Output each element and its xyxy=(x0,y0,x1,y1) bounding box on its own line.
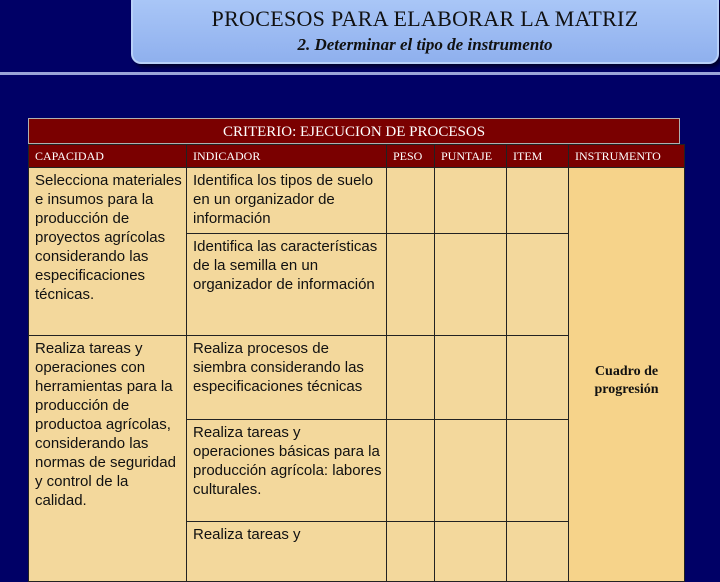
indicador-cell: Realiza tareas y xyxy=(187,522,387,582)
item-cell xyxy=(507,168,569,234)
criterio-header: CRITERIO: EJECUCION DE PROCESOS xyxy=(28,118,680,144)
item-cell xyxy=(507,522,569,582)
table-header-row xyxy=(29,145,685,168)
column-header-peso: PESO xyxy=(387,145,435,168)
column-header-capacidad: CAPACIDAD xyxy=(29,145,187,168)
puntaje-cell xyxy=(435,522,507,582)
indicador-cell: Realiza procesos de siembra considerando las especificaciones técnicas xyxy=(187,336,387,420)
column-header-instrumento: INSTRUMENTO xyxy=(569,145,685,168)
table-row xyxy=(29,168,685,234)
instrumento-cell xyxy=(569,168,685,582)
column-header-item: ITEM xyxy=(507,145,569,168)
item-cell xyxy=(507,336,569,420)
capacidad-cell: Realiza tareas y operaciones con herramientas para la producción de productoa agrícolas, considerando las normas de seguridad y control de la calidad. xyxy=(29,336,187,582)
peso-cell xyxy=(387,522,435,582)
matrix-table xyxy=(28,144,685,582)
puntaje-cell xyxy=(435,234,507,336)
puntaje-cell xyxy=(435,420,507,522)
indicador-cell: Identifica los tipos de suelo en un organizador de información xyxy=(187,168,387,234)
peso-cell xyxy=(387,168,435,234)
peso-cell xyxy=(387,234,435,336)
capacidad-cell: Selecciona materiales e insumos para la producción de proyectos agrícolas considerando las especificaciones técnicas. xyxy=(29,168,187,336)
puntaje-cell xyxy=(435,336,507,420)
peso-cell xyxy=(387,336,435,420)
puntaje-cell xyxy=(435,168,507,234)
column-header-indicador: INDICADOR xyxy=(187,145,387,168)
page-subtitle: 2. Determinar el tipo de instrumento xyxy=(297,35,553,54)
indicador-cell: Realiza tareas y operaciones básicas para la producción agrícola: labores culturales. xyxy=(187,420,387,522)
indicador-cell: Identifica las características de la semilla en un organizador de información xyxy=(187,234,387,336)
title-box xyxy=(131,0,719,64)
divider xyxy=(0,72,720,75)
item-cell xyxy=(507,234,569,336)
column-header-puntaje: PUNTAJE xyxy=(435,145,507,168)
instrumento-text: Cuadro de progresión xyxy=(594,363,659,397)
peso-cell xyxy=(387,420,435,522)
page-title: PROCESOS PARA ELABORAR LA MATRIZ xyxy=(211,6,639,31)
item-cell xyxy=(507,420,569,522)
